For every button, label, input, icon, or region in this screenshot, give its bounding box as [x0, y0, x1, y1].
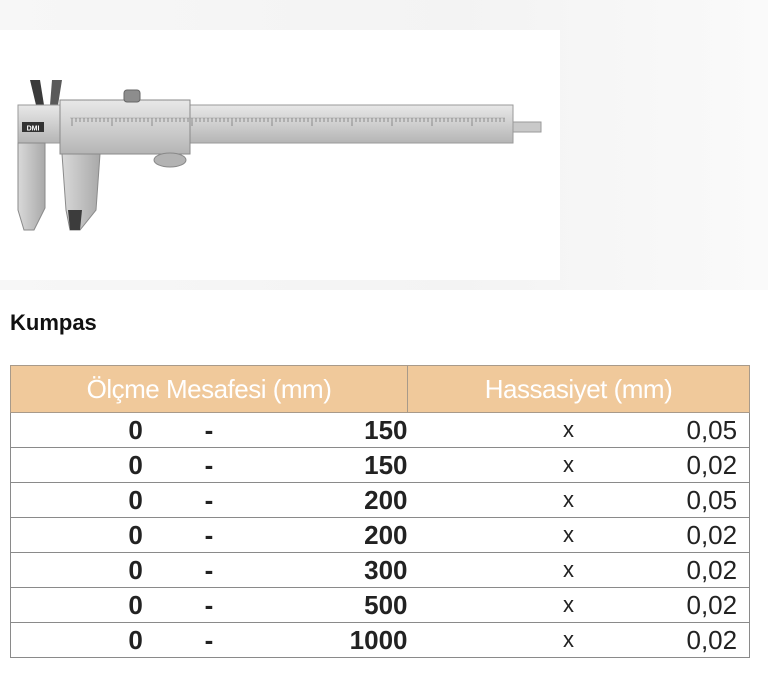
table-row	[11, 483, 750, 518]
separator-x: x	[563, 627, 574, 652]
table-row	[11, 448, 750, 483]
table-header-row	[11, 366, 750, 413]
table-row	[11, 518, 750, 553]
precision-value: 0,05	[579, 483, 750, 518]
table-row	[11, 588, 750, 623]
separator-x: x	[563, 557, 574, 582]
separator-cell	[408, 518, 579, 553]
range-to: 300	[275, 553, 407, 588]
separator-cell	[408, 413, 579, 448]
range-from: 0	[11, 623, 143, 658]
range-dash: -	[143, 588, 275, 623]
table-row	[11, 413, 750, 448]
table-row	[11, 623, 750, 658]
spec-table	[10, 365, 750, 658]
range-dash: -	[143, 413, 275, 448]
precision-value: 0,02	[579, 623, 750, 658]
separator-x: x	[563, 452, 574, 477]
separator-x: x	[563, 487, 574, 512]
table-row	[11, 553, 750, 588]
precision-value: 0,02	[579, 588, 750, 623]
range-from: 0	[11, 448, 143, 483]
precision-value: 0,02	[579, 518, 750, 553]
precision-value: 0,05	[579, 413, 750, 448]
range-to: 500	[275, 588, 407, 623]
separator-x: x	[563, 592, 574, 617]
vernier-caliper-icon	[0, 60, 560, 240]
range-dash: -	[143, 553, 275, 588]
range-dash: -	[143, 483, 275, 518]
range-from: 0	[11, 413, 143, 448]
range-from: 0	[11, 588, 143, 623]
separator-cell	[408, 483, 579, 518]
range-to: 1000	[275, 623, 407, 658]
range-to: 150	[275, 413, 407, 448]
range-dash: -	[143, 518, 275, 553]
brand-mark: DMI	[26, 125, 40, 133]
precision-value: 0,02	[579, 448, 750, 483]
range-to: 200	[275, 483, 407, 518]
header-range: Ölçme Mesafesi (mm)	[11, 366, 408, 413]
separator-x: x	[563, 522, 574, 547]
separator-cell	[408, 623, 579, 658]
separator-cell	[408, 448, 579, 483]
range-from: 0	[11, 518, 143, 553]
separator-cell	[408, 588, 579, 623]
range-to: 200	[275, 518, 407, 553]
range-dash: -	[143, 623, 275, 658]
range-from: 0	[11, 553, 143, 588]
product-photo-area	[0, 0, 768, 290]
separator-cell	[408, 553, 579, 588]
separator-x: x	[563, 417, 574, 442]
range-to: 150	[275, 448, 407, 483]
precision-value: 0,02	[579, 553, 750, 588]
range-dash: -	[143, 448, 275, 483]
range-from: 0	[11, 483, 143, 518]
product-title: Kumpas	[10, 310, 97, 335]
header-precision: Hassasiyet (mm)	[408, 366, 750, 413]
